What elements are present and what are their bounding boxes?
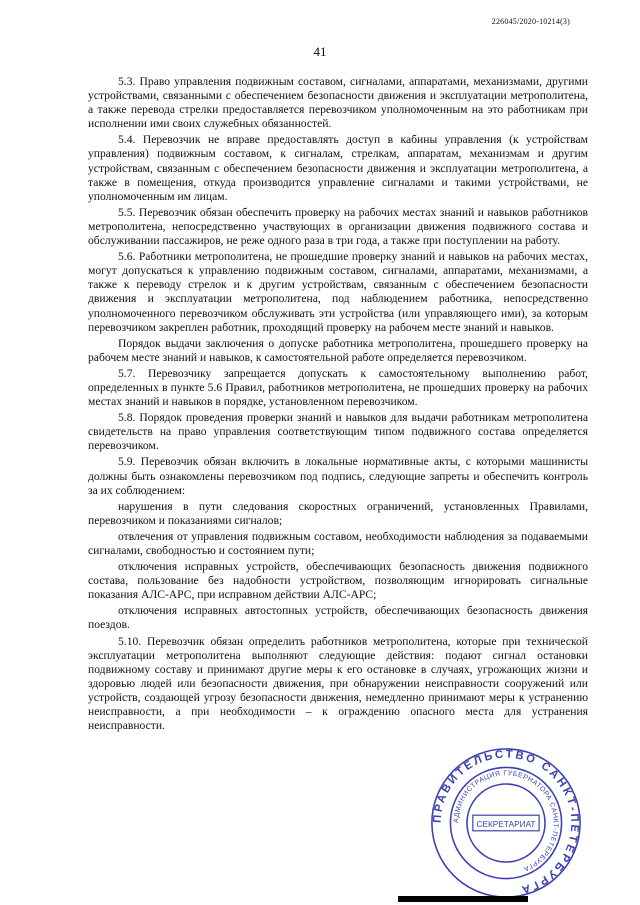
paragraph-5-3: 5.3. Право управления подвижным составом, сигналами, аппаратами, механизмами, другими устройствами, связанными с обеспечением безопасности движения и эксплуатации метрополитена, а также перевода стрелки предоставляется перевозчиком уполномоченным на это работникам при исполнении ими своих служебных обязанностей. xyxy=(88,75,588,131)
stamp-center-text: СЕКРЕТАРИАТ xyxy=(476,819,536,829)
paragraph-5-6: 5.6. Работники метрополитена, не прошедшие проверку знаний и навыков на рабочих местах, могут допускаться к управлению подвижным составом, сигналами, аппаратами, механизмами, а также к переводу стрелок и к другим устройствам, связанным с обеспечением безопасности движения и эксплуатации метрополитена, под наблюдением работника, непосредственно уполномоченного перевозчиком обслуживать эти устройства (или управляющего ими), за которым перевозчиком закреплен работник, проходящий проверку на рабочем месте знаний и навыков. xyxy=(88,250,588,334)
paragraph-5-10: 5.10. Перевозчик обязан определить работников метрополитена, которые при технической эксплуатации метрополитена выполняют следующие действия: подают сигнал остановки подвижному составу и принимают другие меры к его остановке в случаях, угрожающих жизни и здоровью людей или безопасности движения, при обнаружении неисправности сооружений или устройств, создающей угрозу безопасности движения, немедленно принимают меры к устранению неисправности, а при необходимости – к ограждению опасного места для устранения неисправности. xyxy=(88,634,588,733)
paragraph-5-5: 5.5. Перевозчик обязан обеспечить проверку на рабочих местах знаний и навыков работников метрополитена, непосредственно участвующих в организации движения подвижного состава и обслуживании пассажиров, не реже одного раза в три года, а также при поступлении на работу. xyxy=(88,205,588,248)
document-id: 226045/2020-10214(3) xyxy=(491,17,570,26)
document-body xyxy=(88,75,588,735)
prohibition-autostop: отключения исправных автостопных устройств, обеспечивающих безопасность движения поездов. xyxy=(88,604,588,632)
stamp-inner-text: АДМИНИСТРАЦИЯ ГУБЕРНАТОРА САНКТ-ПЕТЕРБУРГА xyxy=(453,770,559,873)
paragraph-5-4: 5.4. Перевозчик не вправе предоставлять доступ в кабины управления (к устройствам управления) подвижным составом, к сигналам, стрелкам, аппаратам, механизмам и другим устройствам, связанным с обеспечением безопасности движения и эксплуатации метрополитена, а также в помещения, откуда производится управление сигналами и такими устройствами, не уполномоченным им лицам. xyxy=(88,133,588,203)
paragraph-5-9: 5.9. Перевозчик обязан включить в локальные нормативные акты, с которыми машинисты должны быть ознакомлены перевозчиком под подпись, следующие запреты и обеспечить контроль за их соблюдением: xyxy=(88,455,588,497)
secretariat-seal-stamp xyxy=(428,745,584,901)
redaction-bar xyxy=(398,896,528,902)
paragraph-5-6-procedure: Порядок выдачи заключения о допуске работника метрополитена, прошедшего проверку на рабочем месте знаний и навыков, к самостоятельной работе определяется перевозчиком. xyxy=(88,336,588,364)
prohibition-safety-devices: отключения исправных устройств, обеспечивающих безопасность движения подвижного состава, пользование без надобности устройством, позволяющим игнорировать сигнальные показания АЛС-АРС, при исправном действии АЛС-АРС; xyxy=(88,560,588,602)
page-number: 41 xyxy=(313,44,327,59)
paragraph-5-8: 5.8. Порядок проведения проверки знаний и навыков для выдачи работникам метрополитена свидетельств на право управления соответствующим типом подвижного состава определяется перевозчиком. xyxy=(88,411,588,453)
paragraph-5-7: 5.7. Перевозчику запрещается допускать к самостоятельному выполнению работ, определенных в пункте 5.6 Правил, работников метрополитена, не прошедших проверку на рабочих местах знаний и навыков в порядке, установленном перевозчиком. xyxy=(88,366,588,409)
prohibition-distraction: отвлечения от управления подвижным составом, необходимости наблюдения за подаваемыми сигналами, свободностью и состоянием пути; xyxy=(88,529,588,557)
prohibition-speed-limits: нарушения в пути следования скоростных ограничений, установленных Правилами, перевозчиком и показаниями сигналов; xyxy=(88,499,588,527)
stamp-outer-text: ПРАВИТЕЛЬСТВО САНКТ-ПЕТЕРБУРГА xyxy=(431,748,581,896)
